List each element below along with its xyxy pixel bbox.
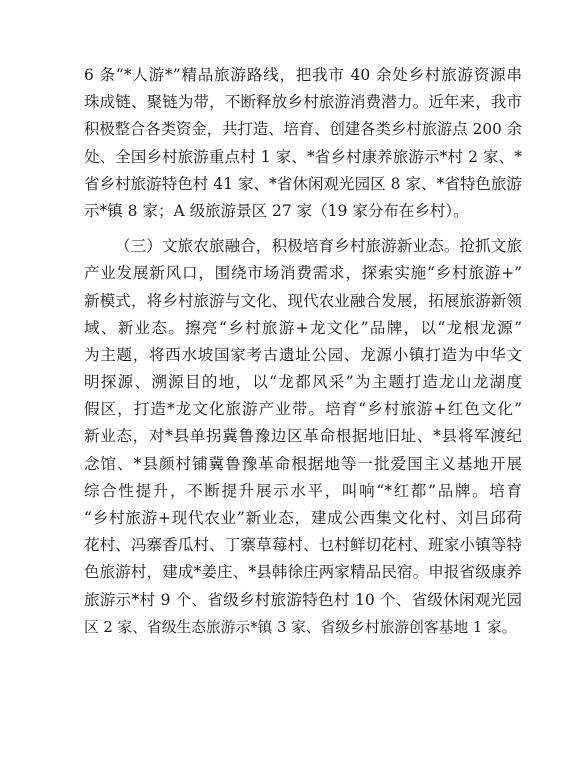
text-line: 处、全国乡村旅游重点村 1 家、*省乡村康养旅游示*村 2 家、* <box>84 147 522 166</box>
text-line: 假区，打造*龙文化旅游产业带。培育“乡村旅游+红色文化” <box>84 400 522 419</box>
text-line: 色旅游村，建成*姜庄、*县韩徐庄两家精品民宿。申报省级康养 <box>84 563 522 582</box>
paragraph-1 <box>84 62 522 225</box>
text-line: 珠成链、聚链为带，不断释放乡村旅游消费潜力。近年来，我市 <box>84 93 522 112</box>
text-line: 区 2 家、省级生态旅游示*镇 3 家、省级乡村旅游创客基地 1 家。 <box>84 618 517 636</box>
text-line: 6 条“*人游*”精品旅游路线，把我市 40 余处乡村旅游资源串 <box>84 66 522 84</box>
text-line: 新模式，将乡村旅游与文化、现代农业融合发展，拓展旅游新领 <box>84 291 522 310</box>
text-line: 域、新业态。擦亮“乡村旅游+龙文化”品牌，以“龙根龙源” <box>84 318 522 337</box>
text-line: 念馆、*县颜村铺冀鲁豫革命根据地等一批爱国主义基地开展 <box>84 454 522 473</box>
text-line: 花村、冯寨香瓜村、丁寨草莓村、乜村鲜切花村、班家小镇等特 <box>84 536 522 555</box>
document-body <box>84 62 522 641</box>
text-line: 积极整合各类资金，共打造、培育、创建各类乡村旅游点 200 余 <box>84 120 522 139</box>
text-line: 综合性提升，不断提升展示水平，叫响“*红都”品牌。培育 <box>84 481 522 500</box>
text-line: 产业发展新风口，围绕市场消费需求，探索实施“乡村旅游+” <box>84 264 522 283</box>
text-line: 示*镇 8 家；A 级旅游景区 27 家（19 家分布在乡村）。 <box>84 201 469 220</box>
paragraph-spacer <box>84 225 522 233</box>
text-line: 为主题，将西水坡国家考古遗址公园、龙源小镇打造为中华文 <box>84 345 522 364</box>
text-line: 旅游示*村 9 个、省级乡村旅游特色村 10 个、省级休闲观光园 <box>84 590 522 609</box>
text-line: 明探源、溯源目的地，以“龙都风采”为主题打造龙山龙湖度 <box>84 373 522 392</box>
text-line: 省乡村旅游特色村 41 家、*省休闲观光园区 8 家、*省特色旅游 <box>84 174 522 193</box>
text-line: “乡村旅游+现代农业”新业态，建成公西集文化村、刘吕邱荷 <box>84 509 522 527</box>
text-line: （三）文旅农旅融合，积极培育乡村旅游新业态。抢抓文旅 <box>115 237 522 256</box>
text-line: 新业态，对*县单拐冀鲁豫边区革命根据地旧址、*县将军渡纪 <box>84 427 522 446</box>
paragraph-2 <box>84 233 522 641</box>
